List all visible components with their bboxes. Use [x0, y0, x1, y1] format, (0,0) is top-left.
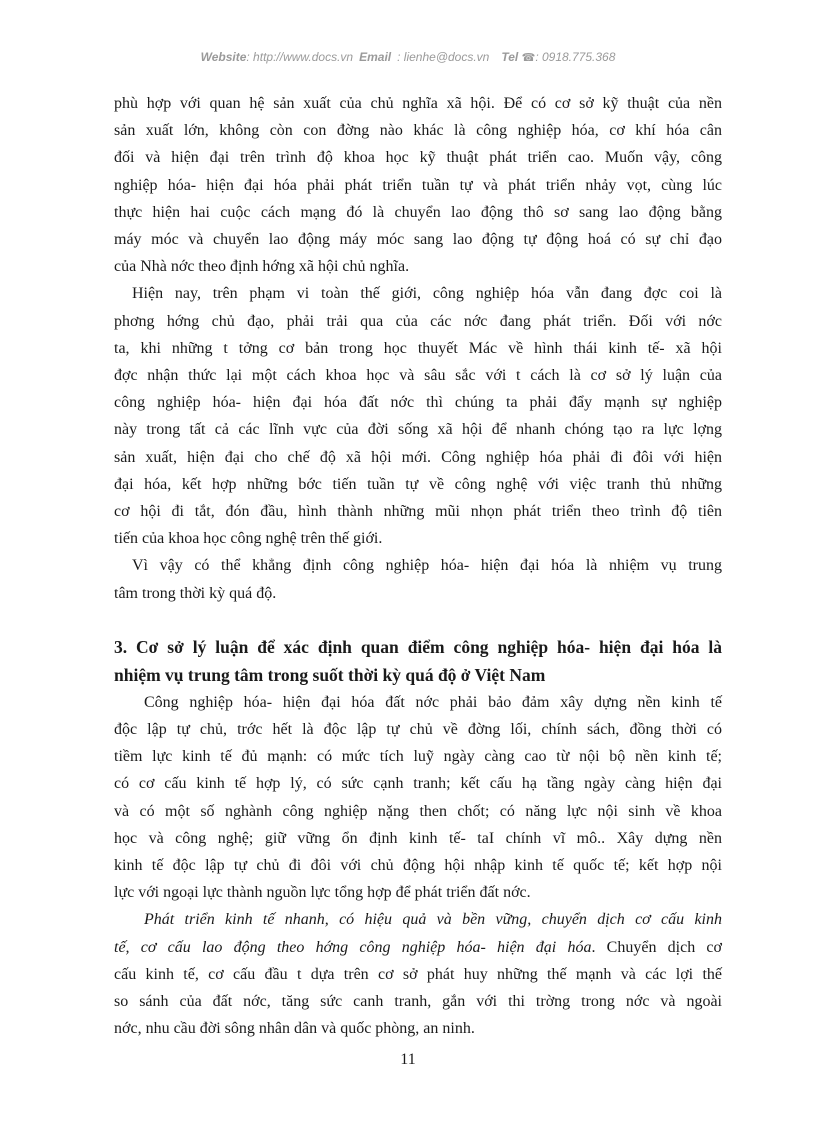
text-line: cơ hội đi tắt, đón đầu, hình thành những mũi nhọn phát triển theo trình độ tiên [114, 503, 722, 521]
paragraph-4 [114, 689, 722, 907]
text-line: phơng hớng chủ đạo, phải trải qua của các nớc đang phát triển. Đối với nớc [114, 312, 722, 330]
text-line: kinh tế độc lập tự chủ đi đôi với chủ động hội nhập kinh tế quốc tế; kết hợp nội [114, 857, 722, 875]
mixed-text-line [114, 934, 722, 961]
text-line: lực với ngoại lực thành nguồn lực tổng hợp để phát triển đất nớc. [114, 884, 531, 902]
text-line: học và công nghệ; giữ vững ổn định kinh tế- taI chính vĩ mô.. Xây dựng nền [114, 829, 722, 847]
page-body [114, 90, 722, 1043]
phone-icon: ☎ [521, 52, 536, 64]
text-line: tiến của khoa học công nghệ trên thế giới. [114, 530, 383, 548]
text-line: phù hợp với quan hệ sản xuất của chủ nghĩa xã hội. Để có cơ sở kỹ thuật của nền [114, 95, 722, 112]
tel-label: Tel [501, 50, 519, 64]
italic-text-line: Phát triển kinh tế nhanh, có hiệu quả và bền vững, chuyển dịch cơ cấu kinh [144, 911, 722, 929]
text-line: này trong tất cả các lĩnh vực của đời sống xã hội để nhanh chóng tạo ra lực lợng [114, 421, 722, 439]
text-line: và có một số nghành công nghiệp nặng then chốt; có năng lực nội sinh về khoa [114, 802, 722, 820]
text-line: sản xuất, hiện đại cho chế độ xã hội mới. Công nghiệp hóa phải đi đôi với hiện [114, 448, 722, 466]
text-line: có cơ cấu kinh tế hợp lý, có sức cạnh tranh; kết cấu hạ tầng ngày càng hiện đại [114, 775, 722, 793]
heading-line: 3. Cơ sở lý luận để xác định quan điểm công nghiệp hóa- hiện đại hóa là [114, 636, 722, 657]
text-line: tâm trong thời kỳ quá độ. [114, 584, 277, 602]
text-line: của Nhà nớc theo định hớng xã hội chủ nghĩa. [114, 258, 410, 276]
page-number: 11 [400, 1051, 416, 1068]
italic-text-span: tế, cơ cấu lao động theo hớng công nghiệp hóa- hiện đại hóa [114, 938, 592, 956]
section-heading [114, 633, 722, 689]
paragraph-2 [114, 280, 722, 552]
text-line: đại hóa, kết hợp những bớc tiến tuần tự về công nghệ với việc tranh thủ những [114, 475, 722, 493]
heading-line: nhiệm vụ trung tâm trong suốt thời kỳ quá độ ở Việt Nam [114, 664, 546, 685]
text-line: thực hiện hai cuộc cách mạng đó là chuyển lao động thô sơ sang lao động bằng [114, 203, 722, 221]
text-line: máy móc và chuyển lao động máy móc sang lao động tự động hoá có sự chỉ đạo [114, 231, 722, 249]
text-line: sản xuất lớn, không còn con đờng nào khác là công nghiệp hóa, cơ khí hóa cân [114, 122, 722, 140]
text-line: Công nghiệp hóa- hiện đại hóa đất nớc phải bảo đảm xây dựng nền kinh tế [144, 693, 722, 711]
paragraph-1 [114, 90, 722, 280]
text-line: cấu kinh tế, cơ cấu đầu t dựa trên cơ sở phát huy những thế mạnh và các lợi thế [114, 965, 722, 983]
website-label: Website [200, 50, 247, 64]
text-line: so sánh của đất nớc, tăng sức canh tranh, gắn với thi trờng trong nớc và ngoài [114, 993, 722, 1011]
paragraph-3 [114, 552, 722, 606]
text-line: Hiện nay, trên phạm vi toàn thế giới, công nghiệp hóa vẫn đang đợc coi là [132, 285, 722, 303]
email-value: : lienhe@docs.vn [397, 50, 490, 64]
page-header [0, 50, 816, 64]
text-line: đợc nhận thức lại một cách khoa học và sâu sắc với t cách là cơ sở lý luận của [114, 367, 722, 385]
text-line: Vì vậy có thể khẳng định công nghiệp hóa- hiện đại hóa là nhiệm vụ trung [132, 557, 722, 575]
text-line: nớc, nhu cầu đời sông nhân dân và quốc phòng, an ninh. [114, 1020, 475, 1038]
paragraph-5 [114, 906, 722, 1042]
text-line: đối và hiện đại trên trình độ khoa học kỹ thuật phát triển cao. Muốn vậy, công [114, 149, 722, 167]
website-value: : http://www.docs.vn [246, 50, 354, 64]
text-span: . Chuyển dịch cơ [591, 938, 722, 956]
text-line: độc lập tự chủ, trớc hết là độc lập tự chủ về đờng lối, chính sách, đồng thời có [114, 721, 722, 739]
text-line: công nghiệp hóa- hiện đại hóa đất nớc thì chúng ta phải đẩy mạnh sự nghiệp [114, 394, 722, 412]
tel-value: : 0918.775.368 [535, 50, 616, 64]
text-line: nghiệp hóa- hiện đại hóa phải phát triển tuần tự và phát triển nhảy vọt, cùng lúc [114, 176, 722, 194]
text-line: tiềm lực kinh tế đủ mạnh: có mức tích luỹ ngày càng cao từ nội bộ nền kinh tế; [114, 748, 722, 766]
text-line: ta, khi những t tởng cơ bản trong học thuyết Mác về hình thái kinh tế- xã hội [114, 339, 722, 357]
email-label: Email [359, 50, 392, 64]
